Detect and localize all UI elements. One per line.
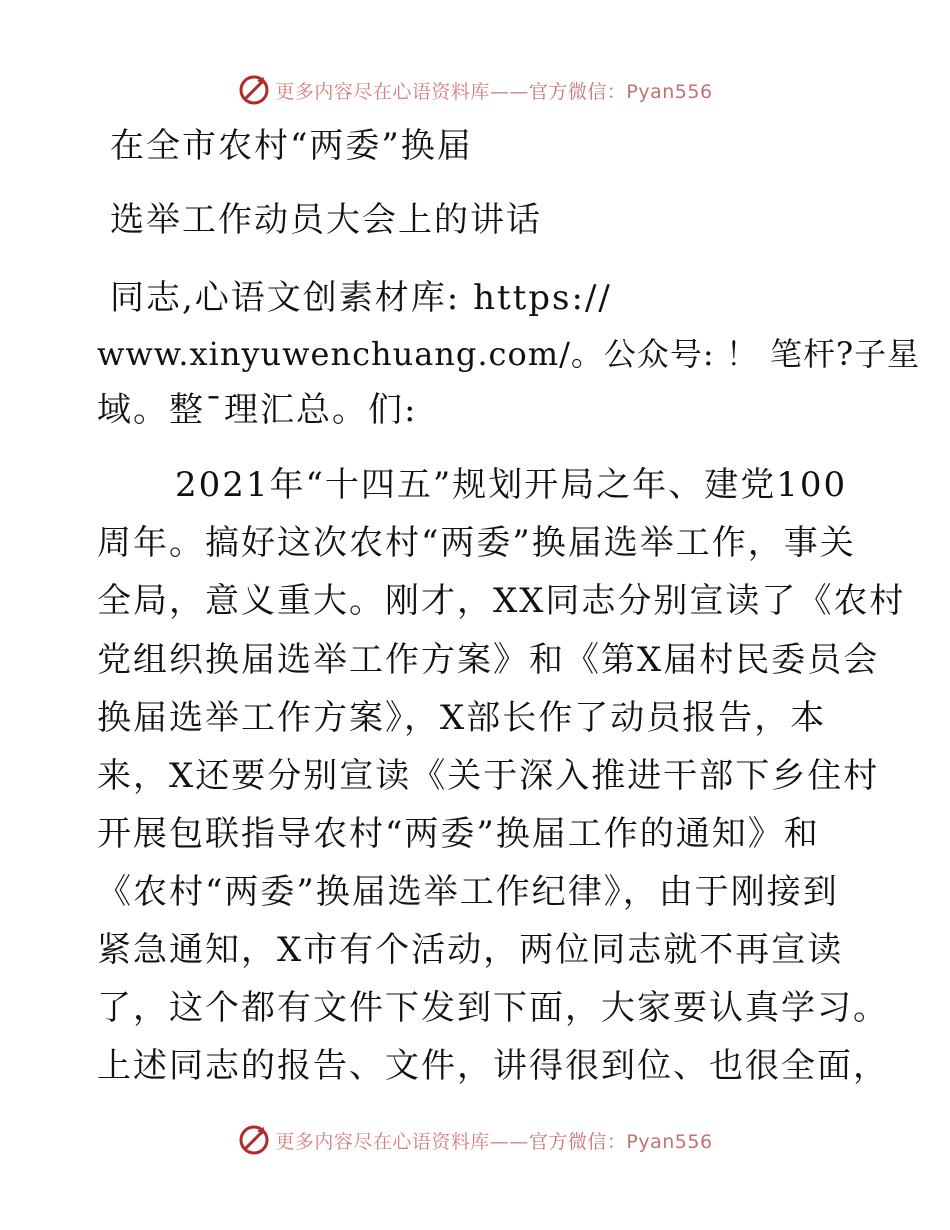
watermark-separator: —— [489, 80, 529, 103]
body-line: 开展包联指导农村“两委”换届工作的通知》和 [97, 814, 820, 854]
watermark-text [275, 1127, 712, 1154]
body-line: 上述同志的报告、文件，讲得很到位、也很全面， [97, 1046, 889, 1086]
watermark-wechat: 官方微信：Pyan556 [528, 80, 713, 103]
title-line-1: 在全市农村“两委”换届 [110, 126, 473, 166]
title-line-2: 选举工作动员大会上的讲话 [110, 200, 542, 240]
body-line: 了，这个都有文件下发到下面，大家要认真学习。 [97, 988, 889, 1028]
body-line: 《农村“两委”换届选举工作纪律》，由于刚接到 [97, 872, 839, 912]
watermark-main: 更多内容尽在心语资料库 [275, 1130, 490, 1153]
watermark-banner-top [0, 70, 950, 110]
body-line: www.xinyuwenchuang.com/。公众号: ！ 笔杆?子星 [97, 335, 921, 373]
body-line: 全局，意义重大。刚才，XX同志分别宣读了《农村 [97, 581, 906, 621]
body-line: 来，X还要分别宣读《关于深入推进干部下乡住村 [97, 756, 880, 796]
watermark-main: 更多内容尽在心语资料库 [275, 80, 490, 103]
watermark-separator: —— [489, 1130, 529, 1153]
body-line: 周年。搞好这次农村“两委”换届选举工作，事关 [97, 523, 856, 563]
salutation-line: 同志,心语文创素材库: https:// [110, 278, 612, 318]
body-line: 紧急通知，X市有个活动，两位同志就不再宣读 [97, 930, 844, 970]
paragraph-first-line: 2021年“十四五”规划开局之年、建党100 [175, 465, 848, 505]
pen-logo-icon [237, 73, 271, 107]
body-line: 党组织换届选举工作方案》和《第X届村民委员会 [97, 640, 880, 680]
pen-logo-icon [237, 1123, 271, 1157]
watermark-wechat: 官方微信：Pyan556 [528, 1130, 713, 1153]
watermark-banner-bottom [0, 1120, 950, 1160]
watermark-text [275, 77, 712, 104]
body-line: 域。整¯理汇总。们: [97, 390, 418, 430]
body-line: 换届选举工作方案》，X部长作了动员报告，本 [97, 698, 827, 738]
